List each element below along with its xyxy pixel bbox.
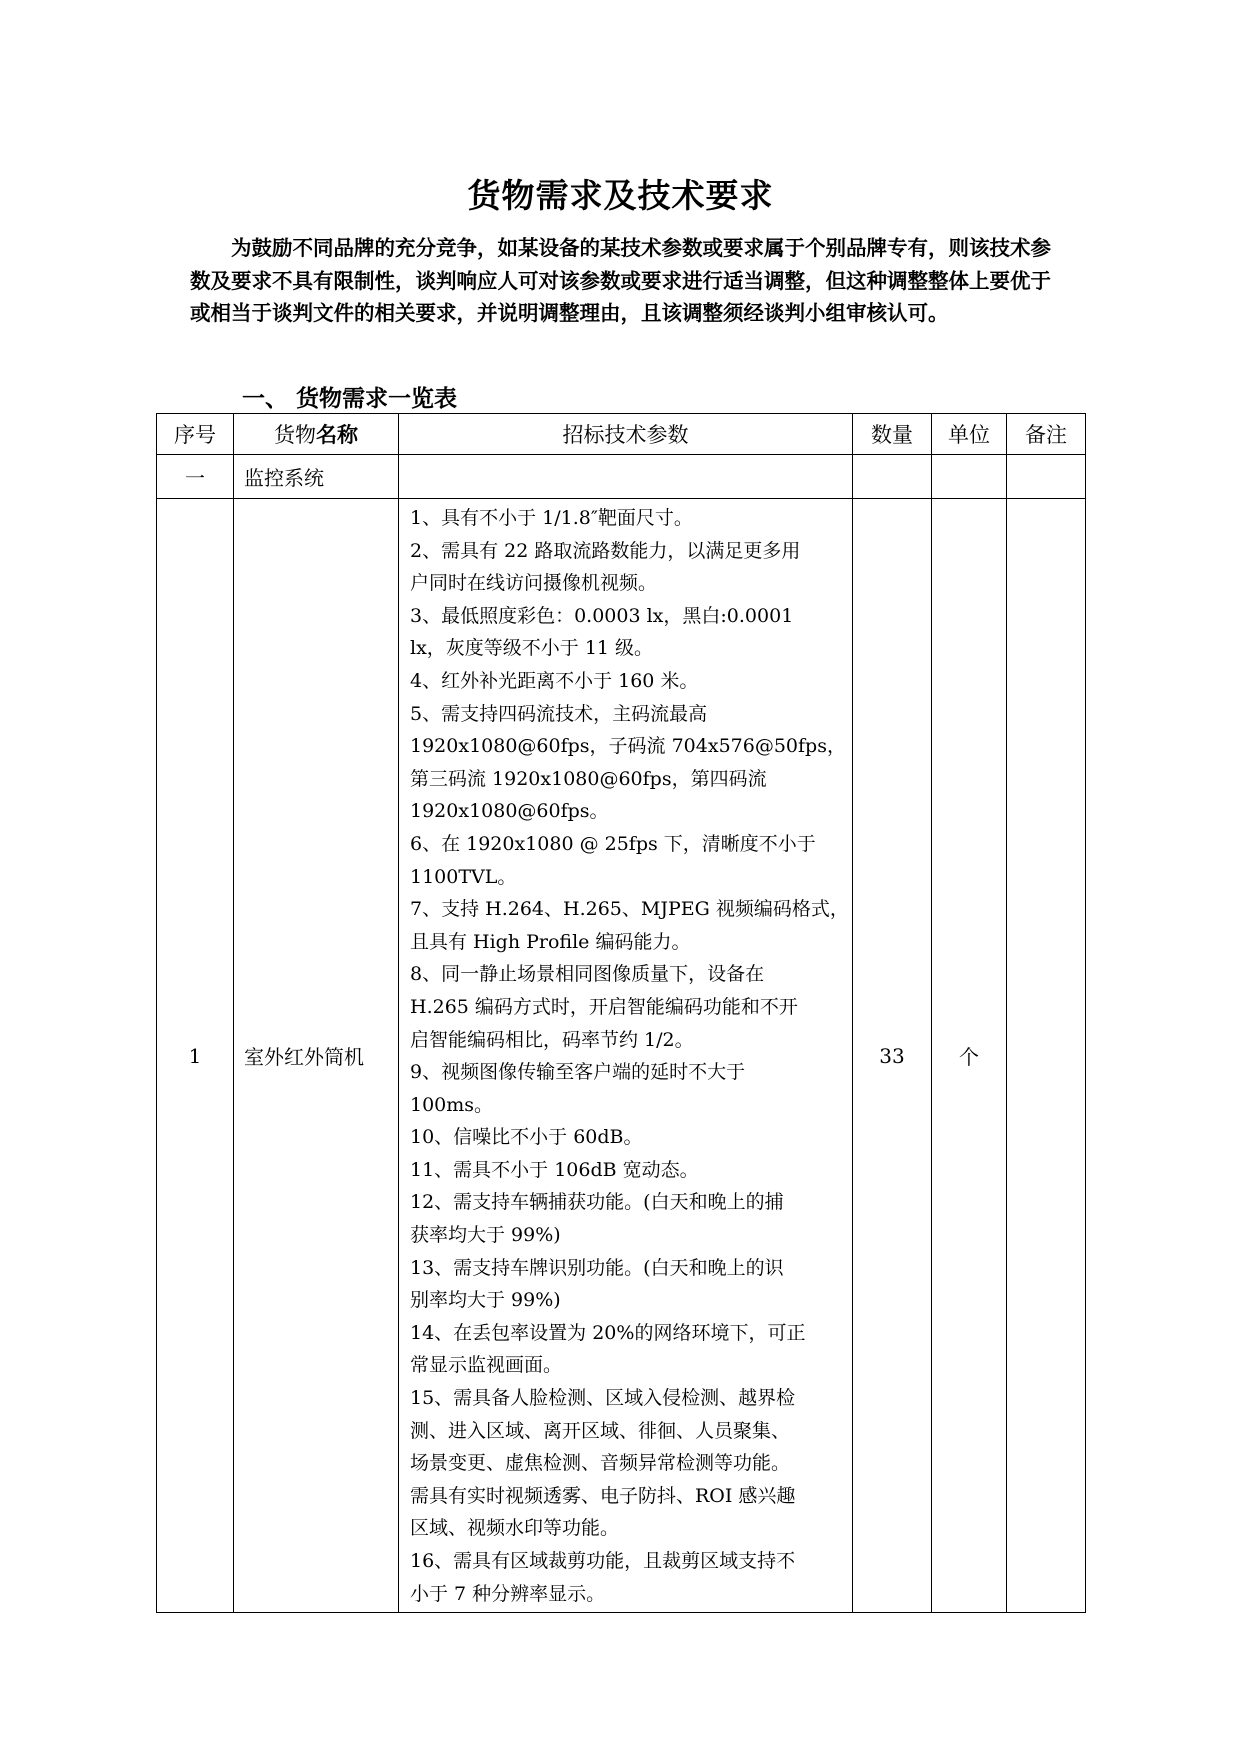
spec-line: 1920x1080@60fps，子码流 704x576@50fps，	[410, 735, 846, 758]
spec-line: 7、支持 H.264、H.265、MJPEG 视频编码格式，	[410, 898, 849, 921]
item-seq: 1	[157, 499, 234, 1613]
document-title: 货物需求及技术要求	[467, 176, 774, 215]
spec-line: lx，灰度等级不小于 11 级。	[410, 637, 654, 660]
section-heading: 一、 货物需求一览表	[242, 385, 458, 412]
goods-table	[156, 413, 1086, 1613]
spec-line: 别率均大于 99%)	[410, 1289, 561, 1312]
category-qty	[853, 455, 932, 499]
category-seq: 一	[157, 455, 234, 499]
header-name-prefix: 货物	[274, 423, 316, 447]
spec-line: 10、信噪比不小于 60dB。	[410, 1126, 643, 1149]
spec-line: 启智能编码相比，码率节约 1/2。	[410, 1028, 694, 1051]
header-name	[234, 414, 399, 455]
intro-paragraph	[190, 232, 1062, 330]
spec-line: 1100TVL。	[410, 865, 517, 888]
spec-line: 常显示监视画面。	[410, 1354, 563, 1377]
spec-line: 场景变更、虚焦检测、音频异常检测等功能。	[410, 1452, 791, 1475]
spec-line: 2、需具有 22 路取流路数能力，以满足更多用	[410, 539, 801, 562]
spec-line: 4、红外补光距离不小于 160 米。	[410, 669, 699, 692]
spec-line: 小于 7 种分辨率显示。	[410, 1582, 606, 1605]
header-name-bold: 名称	[316, 422, 358, 447]
spec-line: 11、需具不小于 106dB 宽动态。	[410, 1158, 699, 1181]
header-unit: 单位	[932, 414, 1007, 455]
header-spec: 招标技术参数	[399, 414, 853, 455]
intro-text: 为鼓励不同品牌的充分竞争，如某设备的某技术参数或要求属于个别品牌专有，则该技术参数及要求不具有限制性，谈判响应人可对该参数或要求进行适当调整，但这种调整整体上要优于或相当于谈判文件的相关要求，并说明调整理由，且该调整须经谈判小组审核认可。	[190, 236, 1051, 325]
spec-line: 15、需具备人脸检测、区域入侵检测、越界检	[410, 1387, 796, 1410]
spec-line: 获率均大于 99%)	[410, 1224, 561, 1247]
header-qty: 数量	[853, 414, 932, 455]
category-spec	[399, 455, 853, 499]
spec-line: 区域、视频水印等功能。	[410, 1517, 620, 1540]
spec-line: H.265 编码方式时，开启智能编码功能和不开	[410, 995, 798, 1018]
table-row-item	[157, 499, 1086, 1613]
spec-line: 13、需支持车牌识别功能。(白天和晚上的识	[410, 1256, 784, 1279]
spec-line: 16、需具有区域裁剪功能，且裁剪区域支持不	[410, 1550, 796, 1572]
header-seq: 序号	[157, 414, 234, 455]
spec-line: 9、视频图像传输至客户端的延时不大于	[410, 1061, 746, 1084]
spec-line: 需具有实时视频透雾、电子防抖、ROI 感兴趣	[410, 1484, 796, 1507]
table-row-category	[157, 455, 1086, 499]
category-unit	[932, 455, 1007, 499]
category-name: 监控系统	[234, 455, 399, 499]
item-note	[1007, 499, 1086, 1613]
spec-line: 且具有 High Profile 编码能力。	[410, 930, 691, 953]
spec-line: 12、需支持车辆捕获功能。(白天和晚上的捕	[410, 1191, 784, 1214]
spec-line: 第三码流 1920x1080@60fps，第四码流	[410, 767, 767, 790]
spec-line: 6、在 1920x1080 @ 25fps 下，清晰度不小于	[410, 832, 816, 855]
header-note: 备注	[1007, 414, 1086, 455]
spec-line: 5、需支持四码流技术，主码流最高	[410, 702, 708, 725]
spec-line: 8、同一静止场景相同图像质量下，设备在	[410, 963, 765, 986]
spec-line: 1、具有不小于 1/1.8″靶面尺寸。	[410, 507, 693, 529]
item-name: 室外红外筒机	[234, 499, 399, 1613]
category-note	[1007, 455, 1086, 499]
spec-line: 户同时在线访问摄像机视频。	[410, 572, 658, 595]
spec-line: 3、最低照度彩色：0.0003 lx，黑白:0.0001	[410, 604, 794, 627]
item-spec	[399, 499, 853, 1613]
spec-line: 100ms。	[410, 1093, 494, 1116]
spec-line: 14、在丢包率设置为 20%的网络环境下，可正	[410, 1321, 806, 1344]
item-unit: 个	[932, 499, 1007, 1613]
item-qty: 33	[853, 499, 932, 1613]
spec-line: 1920x1080@60fps。	[410, 800, 609, 823]
spec-line: 测、进入区域、离开区域、徘徊、人员聚集、	[410, 1419, 791, 1442]
table-header-row	[157, 414, 1086, 455]
